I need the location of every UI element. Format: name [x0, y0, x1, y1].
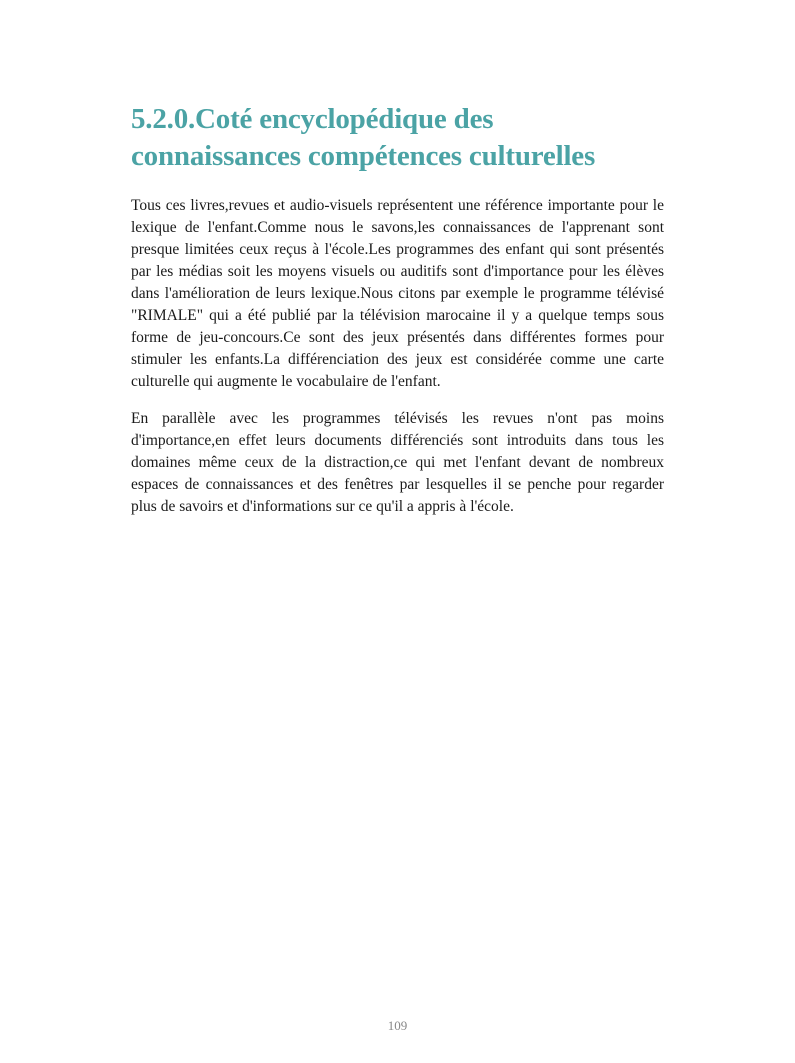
paragraph-1: Tous ces livres,revues et audio-visuels représentent une référence importante pour le lexique de l'enfant.Comme nous le savons,les connaissances de l'apprenant sont presque limitées ceux reçus à l'école.Les programmes des enfant qui sont présentés par les médias soit les moyens visuels ou auditifs sont d'importance pour les élèves dans l'amélioration de leurs lexique.Nous citons par exemple le programme télévisé "RIMALE" qui a été publié par la télévision marocaine il y a quelque temps sous forme de jeu-concours.Ce sont des jeux présentés dans différentes formes pour stimuler les enfants.La différenciation des jeux est considérée comme une carte culturelle qui augmente le vocabulaire de l'enfant.	[131, 197, 664, 390]
section-heading	[131, 101, 691, 175]
body-text	[131, 195, 664, 533]
section-heading-line-2: connaissances compétences culturelles	[131, 140, 596, 172]
page-number: 109	[387, 1018, 408, 1033]
paragraph-2: En parallèle avec les programmes télévisés les revues n'ont pas moins d'importance,en effet leurs documents différenciés sont introduits dans tous les domaines même ceux de la distraction,ce qui met l'enfant devant de nombreux espaces de connaissances et des fenêtres par lesquelles il se penche pour regarder plus de savoirs et d'informations sur ce qu'il a appris à l'école.	[131, 410, 664, 515]
section-heading-line-1: 5.2.0.Coté encyclopédique des	[131, 103, 494, 135]
